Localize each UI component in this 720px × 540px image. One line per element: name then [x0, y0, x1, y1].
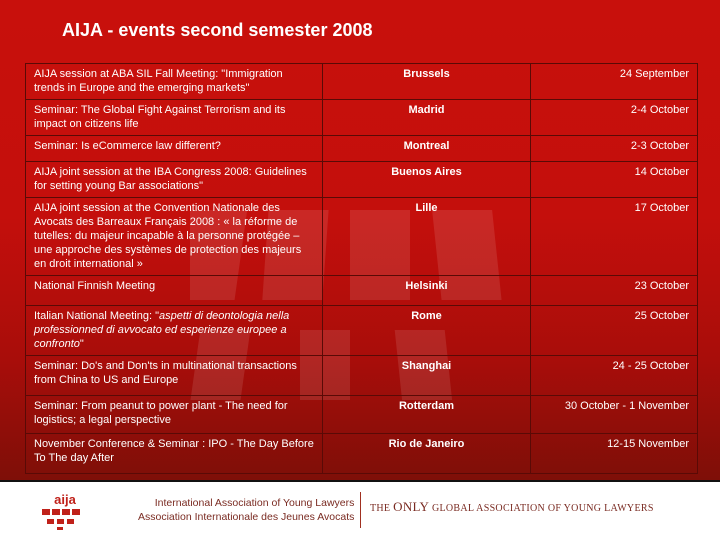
- event-date: 30 October - 1 November: [531, 396, 698, 434]
- event-date: 25 October: [531, 306, 698, 356]
- logo-text: aija: [54, 492, 76, 507]
- event-name: Seminar: Do's and Don'ts in multinational transactions from China to US and Europe: [26, 356, 323, 396]
- event-name: National Finnish Meeting: [26, 276, 323, 306]
- event-row: [26, 136, 698, 162]
- event-date: 12-15 November: [531, 434, 698, 474]
- tagline-only: ONLY: [393, 499, 430, 514]
- event-row: [26, 162, 698, 198]
- org-name-fr: Association Internationale des Jeunes Avocats: [138, 511, 355, 523]
- tagline-post: GLOBAL ASSOCIATION OF YOUNG LAWYERS: [429, 503, 654, 514]
- logo-bars-icon: [40, 507, 90, 531]
- event-date: 14 October: [531, 162, 698, 198]
- event-row: [26, 434, 698, 474]
- event-date: 2-3 October: [531, 136, 698, 162]
- event-date: 23 October: [531, 276, 698, 306]
- tagline-pre: THE: [370, 503, 394, 514]
- divider: [360, 492, 361, 528]
- event-row: [26, 356, 698, 396]
- tagline: [370, 499, 654, 515]
- event-city: Shanghai: [323, 356, 531, 396]
- org-name-en: International Association of Young Lawyers: [154, 497, 355, 509]
- event-name-prefix: Italian National Meeting: ": [34, 310, 159, 322]
- event-name: AIJA joint session at the Convention Nationale des Avocats des Barreaux Français 2008 : « la réforme de tutelles: du majeur incapable à la personne protégée – une approche des systèmes de protection des majeurs en droit international »: [26, 198, 323, 276]
- event-name: [26, 306, 323, 356]
- event-date: 2-4 October: [531, 100, 698, 136]
- event-name: Seminar: From peanut to power plant - The need for logistics; a legal perspective: [26, 396, 323, 434]
- event-row: [26, 276, 698, 306]
- org-names: [138, 496, 354, 524]
- event-name: AIJA session at ABA SIL Fall Meeting: "Immigration trends in Europe and the emerging markets": [26, 64, 323, 100]
- event-city: Rio de Janeiro: [323, 434, 531, 474]
- event-name: November Conference & Seminar : IPO - The Day Before To The day After: [26, 434, 323, 474]
- event-date: 24 - 25 October: [531, 356, 698, 396]
- event-name-italic: aspetti di deontologia nella professionned di avvocato ed esperienze europee a confronto: [34, 310, 290, 350]
- page-title: AIJA - events second semester 2008: [62, 20, 373, 40]
- event-city: Madrid: [323, 100, 531, 136]
- footer: [0, 480, 720, 540]
- event-city: Lille: [323, 198, 531, 276]
- event-city: Rotterdam: [323, 396, 531, 434]
- event-row: [26, 306, 698, 356]
- event-city: Buenos Aires: [323, 162, 531, 198]
- event-row: [26, 64, 698, 100]
- event-row: [26, 198, 698, 276]
- event-row: [26, 396, 698, 434]
- event-row: [26, 100, 698, 136]
- event-city: Helsinki: [323, 276, 531, 306]
- event-date: 17 October: [531, 198, 698, 276]
- event-name: Seminar: The Global Fight Against Terrorism and its impact on citizens life: [26, 100, 323, 136]
- event-city: Brussels: [323, 64, 531, 100]
- event-name: AIJA joint session at the IBA Congress 2008: Guidelines for setting young Bar associations": [26, 162, 323, 198]
- event-city: Montreal: [323, 136, 531, 162]
- events-table: [25, 63, 698, 474]
- event-name: Seminar: Is eCommerce law different?: [26, 136, 323, 162]
- event-name-suffix: ": [79, 338, 84, 350]
- aija-logo: [40, 492, 90, 534]
- event-date: 24 September: [531, 64, 698, 100]
- event-city: Rome: [323, 306, 531, 356]
